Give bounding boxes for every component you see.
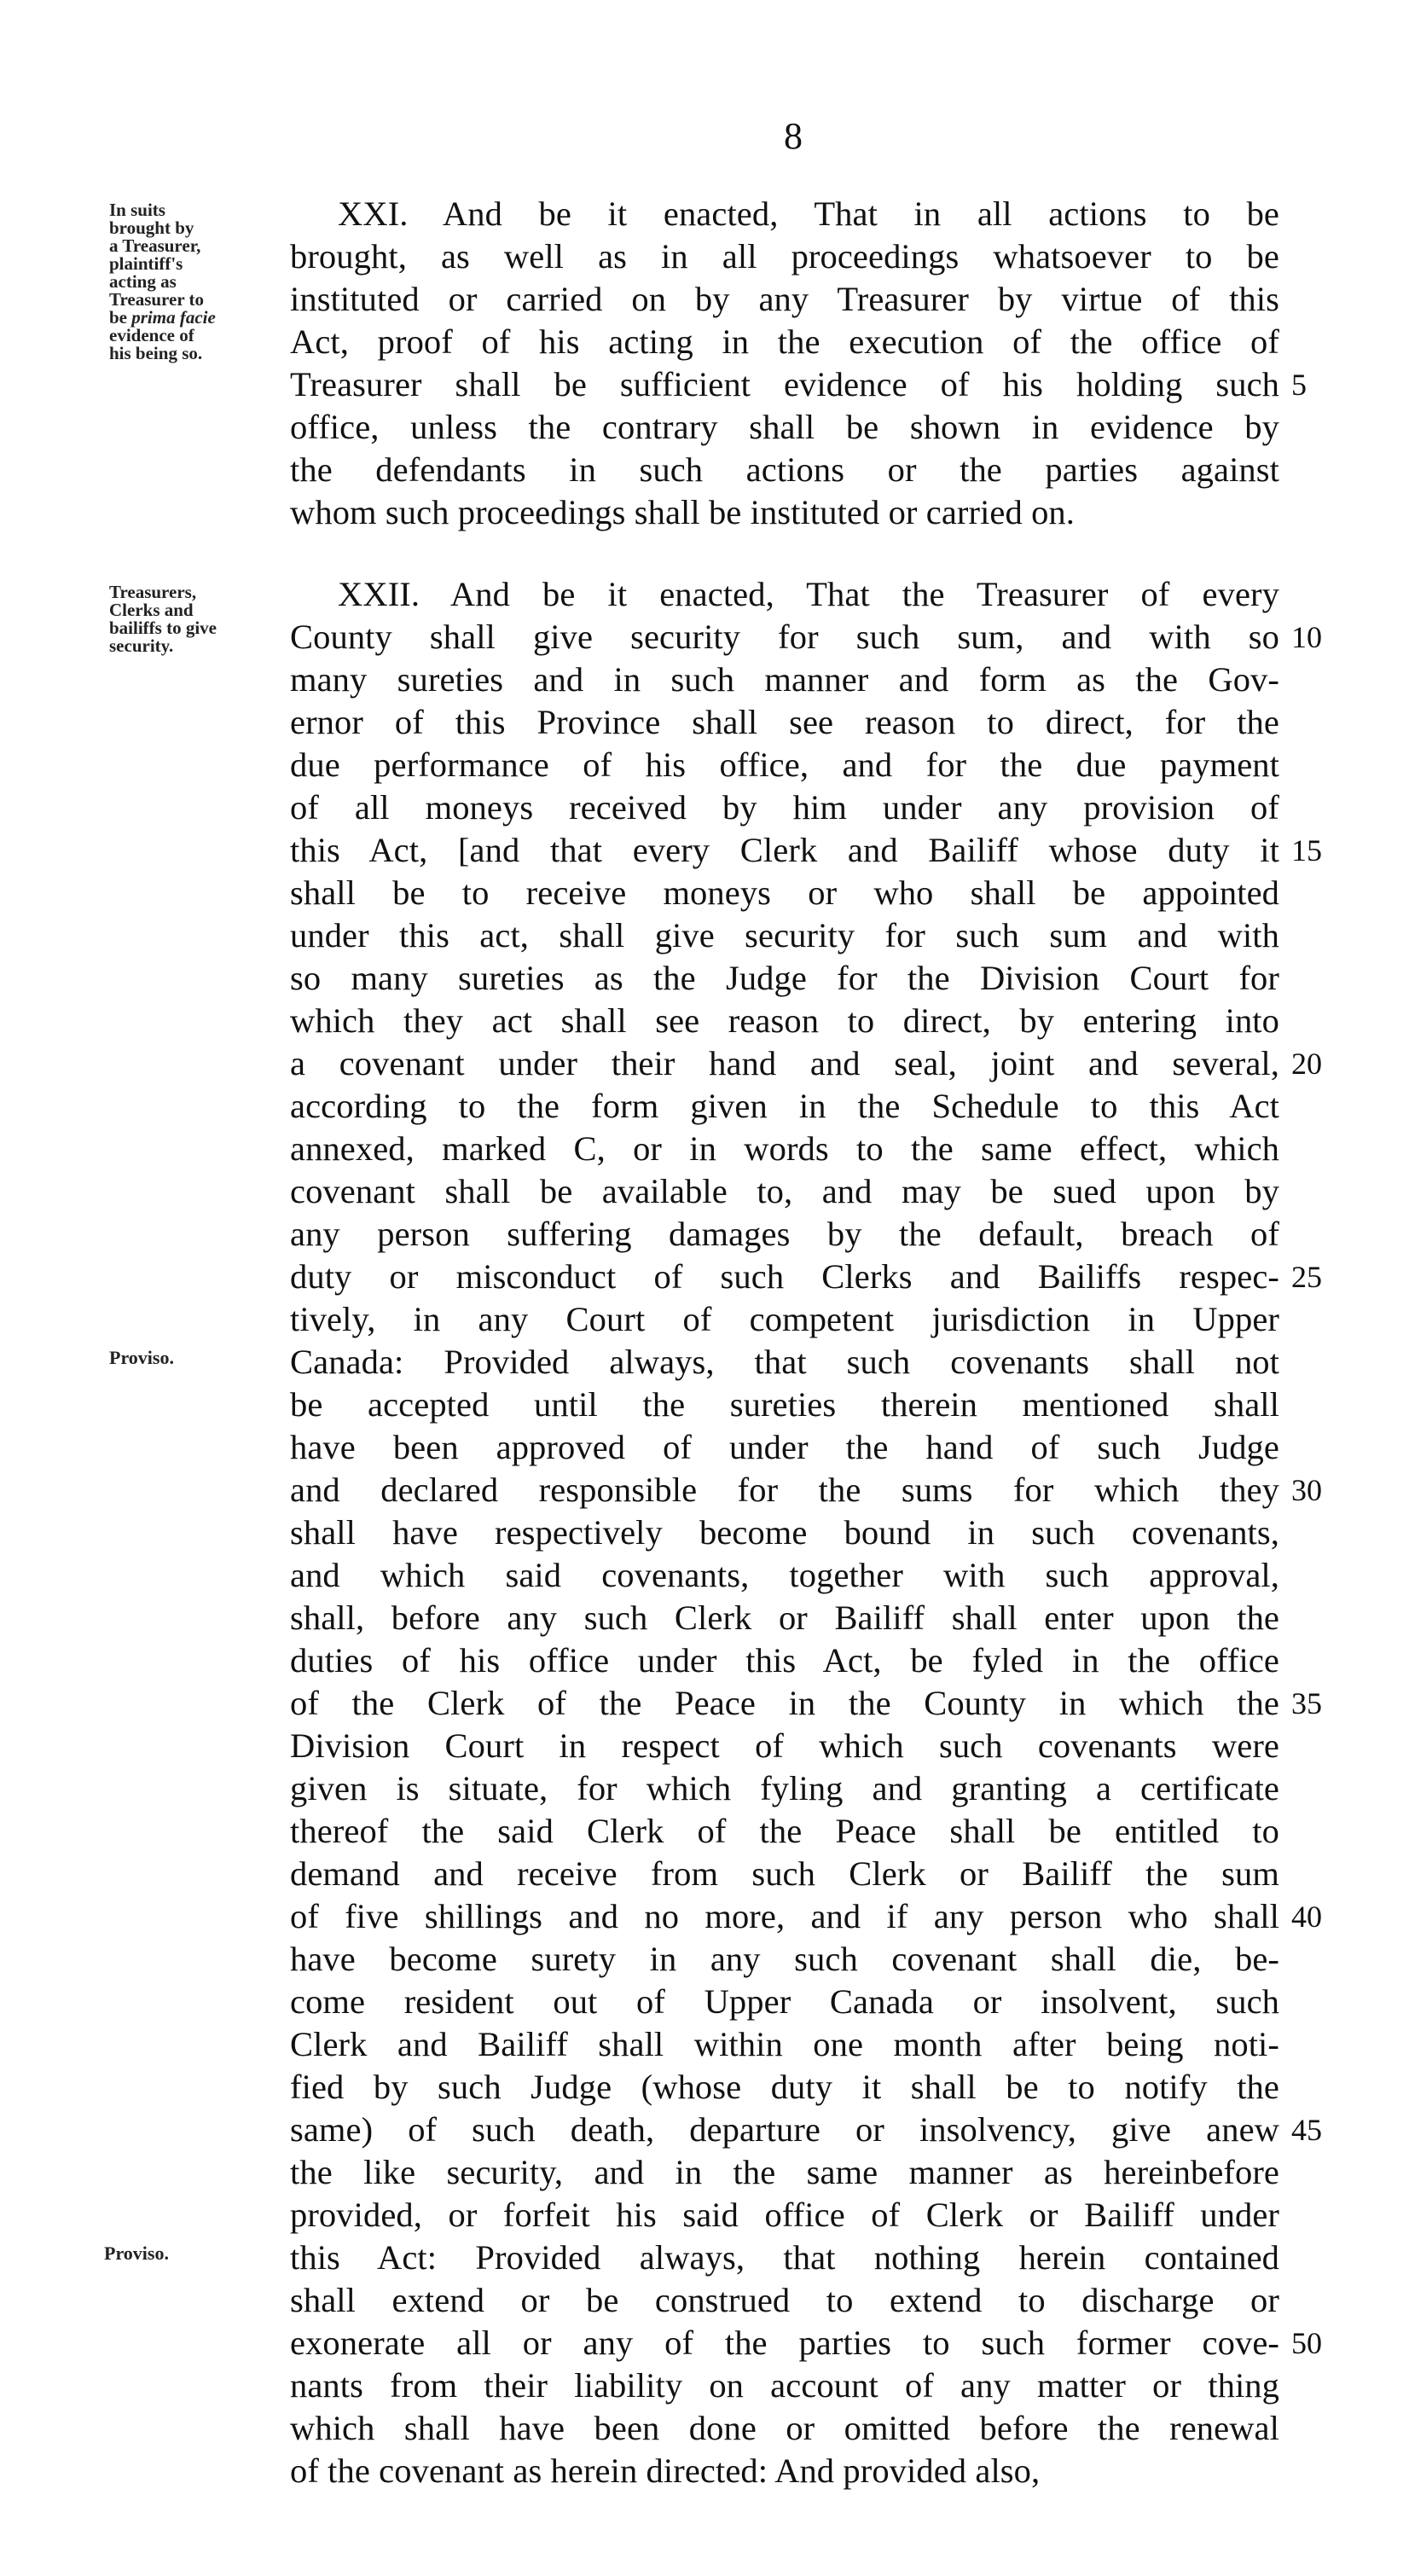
line-number: 40 bbox=[1291, 1900, 1322, 1934]
proviso-note: Proviso. bbox=[104, 2242, 169, 2264]
margin-note-line: acting as bbox=[109, 271, 177, 292]
text-line: Act, proof of his acting in the execution of the office of bbox=[290, 322, 1279, 361]
text-line: under this act, shall give security for such sum and with bbox=[290, 916, 1279, 954]
text-line: Treasurer shall be sufficient evidence of his holding such bbox=[290, 365, 1279, 403]
text-line: many sureties and in such manner and form as the Gov- bbox=[290, 660, 1279, 699]
text-line: nants from their liability on account of any matter or thing bbox=[290, 2366, 1279, 2405]
margin-note-line: bailiffs to give bbox=[109, 618, 217, 638]
line-number: 15 bbox=[1291, 833, 1322, 867]
text-line: provided, or forfeit his said office of Clerk or Bailiff under bbox=[290, 2196, 1279, 2234]
line-number: 30 bbox=[1291, 1473, 1322, 1507]
text-line: XXI. And be it enacted, That in all actions to be bbox=[338, 194, 1279, 233]
text-line: shall be to receive moneys or who shall be appointed bbox=[290, 873, 1279, 912]
text-line: County shall give security for such sum, and with so bbox=[290, 618, 1279, 656]
margin-note-line: brought by bbox=[109, 218, 194, 238]
text-line: any person suffering damages by the default, breach of bbox=[290, 1215, 1279, 1253]
text-line: given is situate, for which fyling and granting a certificate bbox=[290, 1769, 1279, 1807]
line-number: 35 bbox=[1291, 1686, 1322, 1720]
margin-note bbox=[109, 583, 305, 655]
margin-note-line: be prima facie bbox=[109, 307, 216, 328]
text-line: shall extend or be construed to extend to discharge or bbox=[290, 2281, 1279, 2319]
text-line: Canada: Provided always, that such covenants shall not bbox=[290, 1343, 1279, 1381]
text-line: annexed, marked C, or in words to the same effect, which bbox=[290, 1129, 1279, 1168]
text-line: fied by such Judge (whose duty it shall be to notify the bbox=[290, 2068, 1279, 2106]
text-line: of all moneys received by him under any provision of bbox=[290, 788, 1279, 827]
text-line: according to the form given in the Schedule to this Act bbox=[290, 1087, 1279, 1125]
text-line: XXII. And be it enacted, That the Treasurer of every bbox=[338, 575, 1279, 613]
text-line: a covenant under their hand and seal, joint and several, bbox=[290, 1044, 1279, 1082]
text-line: which they act shall see reason to direct, by entering into bbox=[290, 1001, 1279, 1040]
section-body bbox=[290, 193, 1279, 534]
margin-note-line: plaintiff's bbox=[109, 253, 183, 274]
page-number: 8 bbox=[784, 115, 803, 157]
line-number: 5 bbox=[1291, 368, 1307, 402]
line-number: 45 bbox=[1291, 2113, 1322, 2147]
text-line: and which said covenants, together with such approval, bbox=[290, 1556, 1279, 1594]
margin-note-line: Clerks and bbox=[109, 600, 194, 620]
text-line: due performance of his office, and for the due payment bbox=[290, 746, 1279, 784]
text-line: instituted or carried on by any Treasurer by virtue of this bbox=[290, 280, 1279, 318]
margin-note-line: Treasurers, bbox=[109, 582, 197, 602]
text-line: ernor of this Province shall see reason to direct, for the bbox=[290, 703, 1279, 741]
margin-note-line: Treasurer to bbox=[109, 289, 205, 310]
text-line: whom such proceedings shall be instituted or carried on. bbox=[290, 493, 1075, 531]
proviso-note: Proviso. bbox=[109, 1347, 174, 1368]
text-line: of the Clerk of the Peace in the County in which the bbox=[290, 1684, 1279, 1722]
margin-note bbox=[109, 201, 305, 363]
text-line: exonerate all or any of the parties to such former cove- bbox=[290, 2324, 1279, 2362]
text-line: which shall have been done or omitted before the renewal bbox=[290, 2409, 1279, 2447]
text-line: covenant shall be available to, and may be sued upon by bbox=[290, 1172, 1279, 1210]
text-line: office, unless the contrary shall be shown in evidence by bbox=[290, 408, 1279, 446]
line-number: 20 bbox=[1291, 1047, 1322, 1081]
text-line: this Act, [and that every Clerk and Bailiff whose duty it bbox=[290, 831, 1279, 869]
text-line: Division Court in respect of which such covenants were bbox=[290, 1726, 1279, 1765]
line-number: 25 bbox=[1291, 1260, 1322, 1294]
text-line: duties of his office under this Act, be fyled in the office bbox=[290, 1641, 1279, 1680]
line-number: 10 bbox=[1291, 620, 1322, 654]
margin-note-line: his being so. bbox=[109, 343, 203, 363]
text-line: and declared responsible for the sums for which they bbox=[290, 1471, 1279, 1509]
text-line: shall have respectively become bound in such covenants, bbox=[290, 1513, 1279, 1552]
text-line: the like security, and in the same manner as hereinbefore bbox=[290, 2153, 1279, 2191]
margin-note-line: In suits bbox=[109, 200, 165, 220]
margin-note-line: a Treasurer, bbox=[109, 235, 201, 256]
text-line: Clerk and Bailiff shall within one month after being noti- bbox=[290, 2025, 1279, 2063]
line-number: 50 bbox=[1291, 2326, 1322, 2360]
text-line: the defendants in such actions or the parties against bbox=[290, 450, 1279, 489]
section-body bbox=[290, 573, 1279, 2492]
text-line: of the covenant as herein directed: And provided also, bbox=[290, 2451, 1041, 2490]
text-line: come resident out of Upper Canada or insolvent, such bbox=[290, 1982, 1279, 2021]
text-line: duty or misconduct of such Clerks and Bailiffs respec- bbox=[290, 1257, 1279, 1296]
text-line: have been approved of under the hand of such Judge bbox=[290, 1428, 1279, 1466]
text-line: shall, before any such Clerk or Bailiff shall enter upon the bbox=[290, 1598, 1279, 1637]
text-line: of five shillings and no more, and if any person who shall bbox=[290, 1897, 1279, 1935]
text-line: brought, as well as in all proceedings whatsoever to be bbox=[290, 237, 1279, 276]
text-line: demand and receive from such Clerk or Bailiff the sum bbox=[290, 1854, 1279, 1893]
margin-note-line: evidence of bbox=[109, 325, 194, 345]
text-line: have become surety in any such covenant shall die, be- bbox=[290, 1940, 1279, 1978]
text-line: tively, in any Court of competent jurisdiction in Upper bbox=[290, 1300, 1279, 1338]
text-line: thereof the said Clerk of the Peace shall be entitled to bbox=[290, 1812, 1279, 1850]
text-line: so many sureties as the Judge for the Division Court for bbox=[290, 959, 1279, 997]
margin-note-line: security. bbox=[109, 635, 174, 656]
text-line: this Act: Provided always, that nothing herein contained bbox=[290, 2238, 1279, 2277]
text-line: same) of such death, departure or insolvency, give anew bbox=[290, 2110, 1279, 2149]
text-line: be accepted until the sureties therein mentioned shall bbox=[290, 1385, 1279, 1424]
